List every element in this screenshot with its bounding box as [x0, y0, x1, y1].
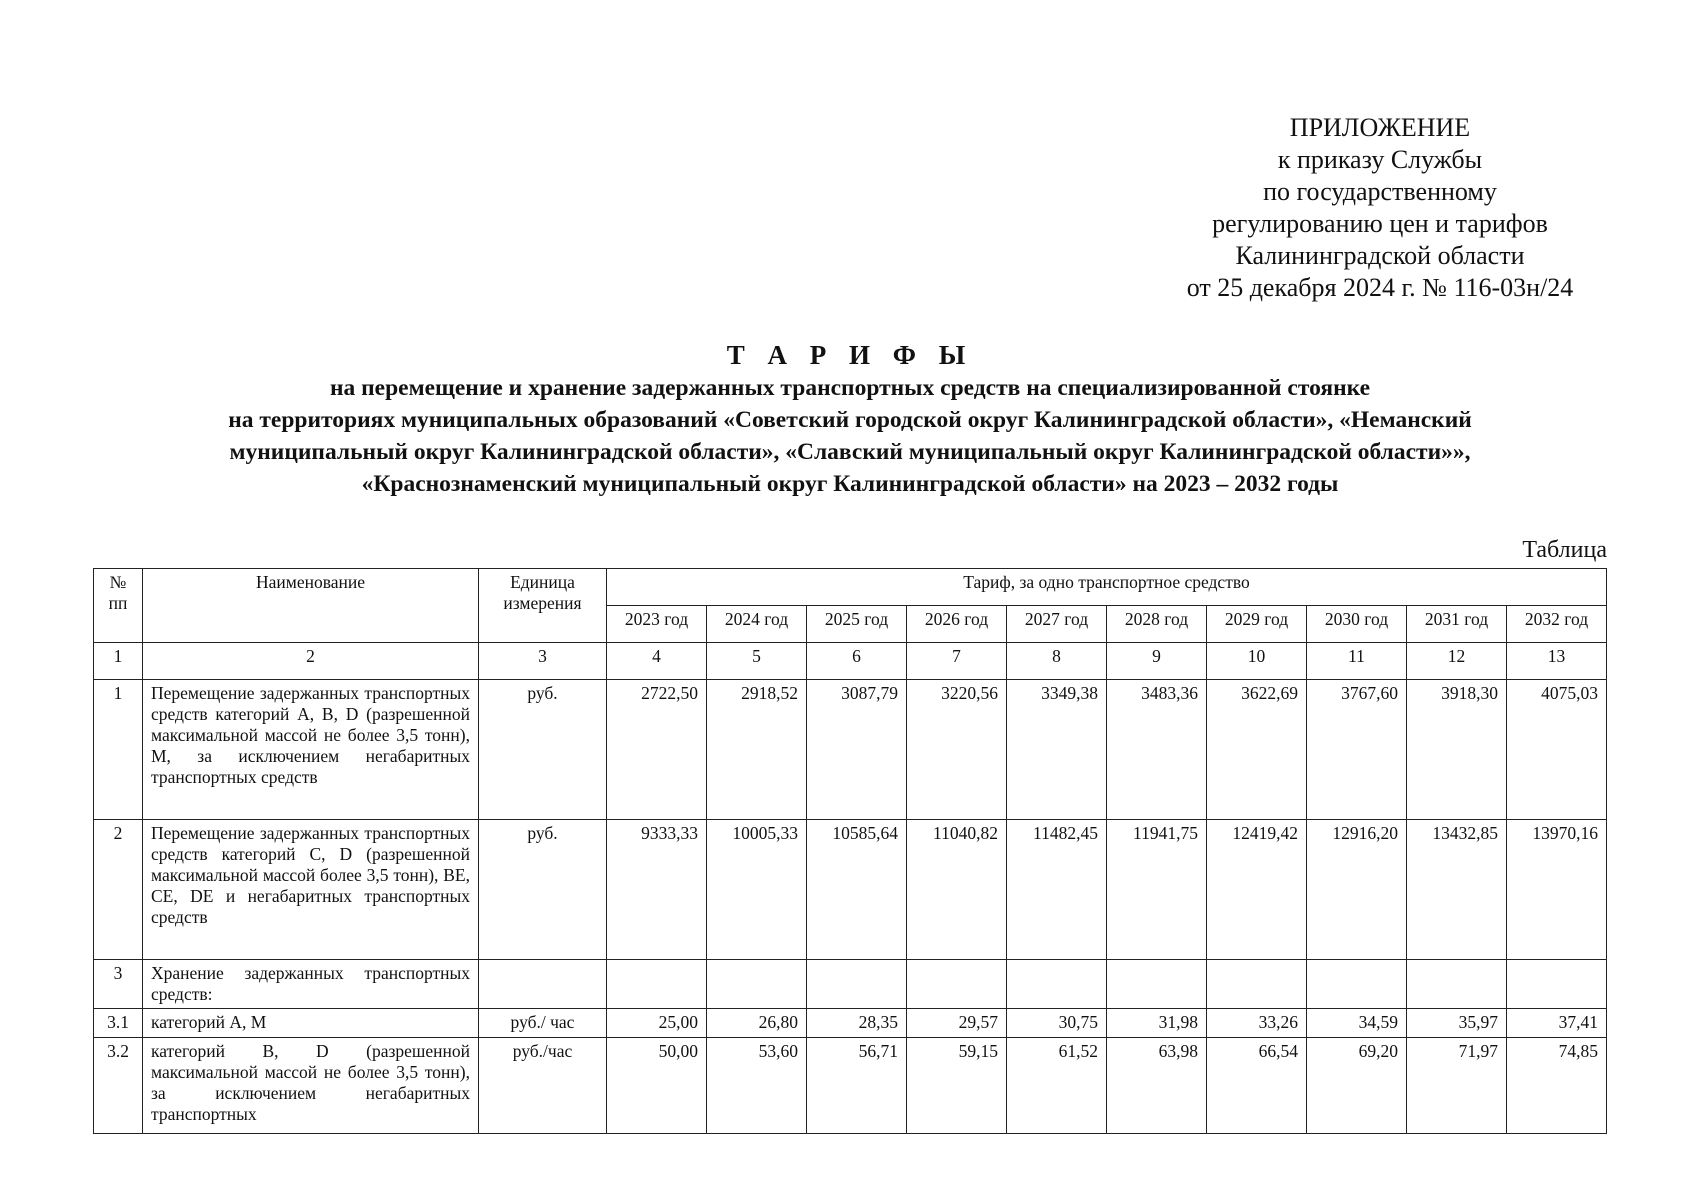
tariff-value: [807, 960, 907, 1009]
tariff-value: 71,97: [1407, 1038, 1507, 1134]
column-number: 13: [1507, 643, 1607, 680]
tariff-value: [607, 960, 707, 1009]
column-number: 4: [607, 643, 707, 680]
subtitle-line: «Краснознаменский муниципальный округ Калининградской области» на 2023 – 2032 годы: [361, 471, 1339, 497]
row-number: 1: [94, 680, 143, 820]
header-no: № пп: [94, 569, 143, 643]
appendix-line: от 25 декабря 2024 г. № 116-03н/24: [1186, 273, 1574, 302]
tariff-value: 12419,42: [1207, 820, 1307, 960]
tariff-value: 53,60: [707, 1038, 807, 1134]
row-unit: руб./ час: [479, 1009, 607, 1038]
tariff-value: 11941,75: [1107, 820, 1207, 960]
header-year: 2030 год: [1307, 606, 1407, 643]
tariff-value: 10005,33: [707, 820, 807, 960]
tariff-value: 35,97: [1407, 1009, 1507, 1038]
row-unit: руб./час: [479, 1038, 607, 1134]
column-number: 5: [707, 643, 807, 680]
tariff-value: [1107, 960, 1207, 1009]
tariff-value: 25,00: [607, 1009, 707, 1038]
document-heading: [60, 338, 1640, 500]
row-name: категорий B, D (разрешенной максимальной массой не более 3,5 тонн), за исключением негабаритных транспортных: [143, 1038, 479, 1134]
subtitle-line: на территориях муниципальных образований «Советский городской округ Калининградской области», «Неманский: [228, 407, 1472, 433]
row-name: Хранение задержанных транспортных средств:: [143, 960, 479, 1009]
tariff-value: 69,20: [1307, 1038, 1407, 1134]
tariff-value: 2722,50: [607, 680, 707, 820]
header-year: 2029 год: [1207, 606, 1307, 643]
tariff-value: 63,98: [1107, 1038, 1207, 1134]
column-number: 8: [1007, 643, 1107, 680]
column-number: 10: [1207, 643, 1307, 680]
tariff-value: [1307, 960, 1407, 1009]
tariff-value: 50,00: [607, 1038, 707, 1134]
header-year: 2025 год: [807, 606, 907, 643]
tariff-value: 3349,38: [1007, 680, 1107, 820]
table-row: [94, 820, 1607, 960]
tariff-value: 26,80: [707, 1009, 807, 1038]
subtitle-line: муниципальный округ Калининградской области», «Славский муниципальный округ Калининградской области»»,: [229, 439, 1471, 465]
tariff-value: [707, 960, 807, 1009]
column-number: 1: [94, 643, 143, 680]
tariff-value: 30,75: [1007, 1009, 1107, 1038]
header-year: 2027 год: [1007, 606, 1107, 643]
subtitle-line: на перемещение и хранение задержанных транспортных средств на специализированной стоянке: [329, 375, 1371, 401]
column-number: 9: [1107, 643, 1207, 680]
header-year: 2026 год: [907, 606, 1007, 643]
row-unit: руб.: [479, 820, 607, 960]
row-unit: [479, 960, 607, 1009]
tariff-value: 9333,33: [607, 820, 707, 960]
tariff-value: 3918,30: [1407, 680, 1507, 820]
document-title: Т А Р И Ф Ы: [726, 340, 974, 370]
header-year: 2031 год: [1407, 606, 1507, 643]
tariff-value: 13970,16: [1507, 820, 1607, 960]
table-row: [94, 1038, 1607, 1134]
tariff-value: 11040,82: [907, 820, 1007, 960]
header-year: 2032 год: [1507, 606, 1607, 643]
tariff-value: [1507, 960, 1607, 1009]
appendix-line: регулированию цен и тарифов: [1212, 209, 1548, 238]
tariff-value: 59,15: [907, 1038, 1007, 1134]
row-number: 2: [94, 820, 143, 960]
row-unit: руб.: [479, 680, 607, 820]
column-number: 11: [1307, 643, 1407, 680]
header-year: 2028 год: [1107, 606, 1207, 643]
tariff-value: 3483,36: [1107, 680, 1207, 820]
tariff-value: 11482,45: [1007, 820, 1107, 960]
header-name: Наименование: [143, 569, 479, 643]
tariff-value: [1407, 960, 1507, 1009]
column-number: 7: [907, 643, 1007, 680]
row-number: 3.1: [94, 1009, 143, 1038]
tariff-value: 3767,60: [1307, 680, 1407, 820]
tariff-value: 3220,56: [907, 680, 1007, 820]
table-row: [94, 680, 1607, 820]
header-unit: Единица измерения: [479, 569, 607, 643]
tariff-value: 2918,52: [707, 680, 807, 820]
tariff-value: 34,59: [1307, 1009, 1407, 1038]
tariff-value: 61,52: [1007, 1038, 1107, 1134]
table-row: [94, 1009, 1607, 1038]
tariff-value: 12916,20: [1307, 820, 1407, 960]
tariff-value: 33,26: [1207, 1009, 1307, 1038]
column-numbering-row: [94, 643, 1607, 680]
table-row: [94, 960, 1607, 1009]
column-number: 3: [479, 643, 607, 680]
row-number: 3.2: [94, 1038, 143, 1134]
tariff-value: 66,54: [1207, 1038, 1307, 1134]
tariff-value: 13432,85: [1407, 820, 1507, 960]
appendix-block: [1150, 112, 1610, 304]
tariff-value: 10585,64: [807, 820, 907, 960]
appendix-line: Калининградской области: [1235, 241, 1525, 270]
appendix-line: ПРИЛОЖЕНИЕ: [1289, 113, 1471, 142]
column-number: 2: [143, 643, 479, 680]
header-row: [94, 569, 1607, 606]
row-name: Перемещение задержанных транспортных средств категорий C, D (разрешенной максимальной массой более 3,5 тонн), BE, CE, DE и негабаритных транспортных средств: [143, 820, 479, 960]
tariff-value: 29,57: [907, 1009, 1007, 1038]
tariff-value: [1207, 960, 1307, 1009]
header-year: 2023 год: [607, 606, 707, 643]
tariff-value: 74,85: [1507, 1038, 1607, 1134]
column-number: 12: [1407, 643, 1507, 680]
tariffs-table: [93, 568, 1607, 1134]
tariff-value: 56,71: [807, 1038, 907, 1134]
appendix-line: по государственному: [1263, 177, 1497, 206]
tariff-value: 31,98: [1107, 1009, 1207, 1038]
header-year: 2024 год: [707, 606, 807, 643]
column-number: 6: [807, 643, 907, 680]
header-tariff: Тариф, за одно транспортное средство: [607, 569, 1607, 606]
tariff-value: 28,35: [807, 1009, 907, 1038]
row-name: категорий A, M: [143, 1009, 479, 1038]
appendix-line: к приказу Службы: [1277, 145, 1483, 174]
tariff-value: [907, 960, 1007, 1009]
tariff-value: 37,41: [1507, 1009, 1607, 1038]
tariff-value: 3622,69: [1207, 680, 1307, 820]
row-name: Перемещение задержанных транспортных средств категорий A, B, D (разрешенной максимальной массой не более 3,5 тонн), M, за исключением негабаритных транспортных средств: [143, 680, 479, 820]
row-number: 3: [94, 960, 143, 1009]
tariff-value: [1007, 960, 1107, 1009]
tariff-value: 3087,79: [807, 680, 907, 820]
table-label: Таблица: [1522, 537, 1607, 563]
tariff-value: 4075,03: [1507, 680, 1607, 820]
